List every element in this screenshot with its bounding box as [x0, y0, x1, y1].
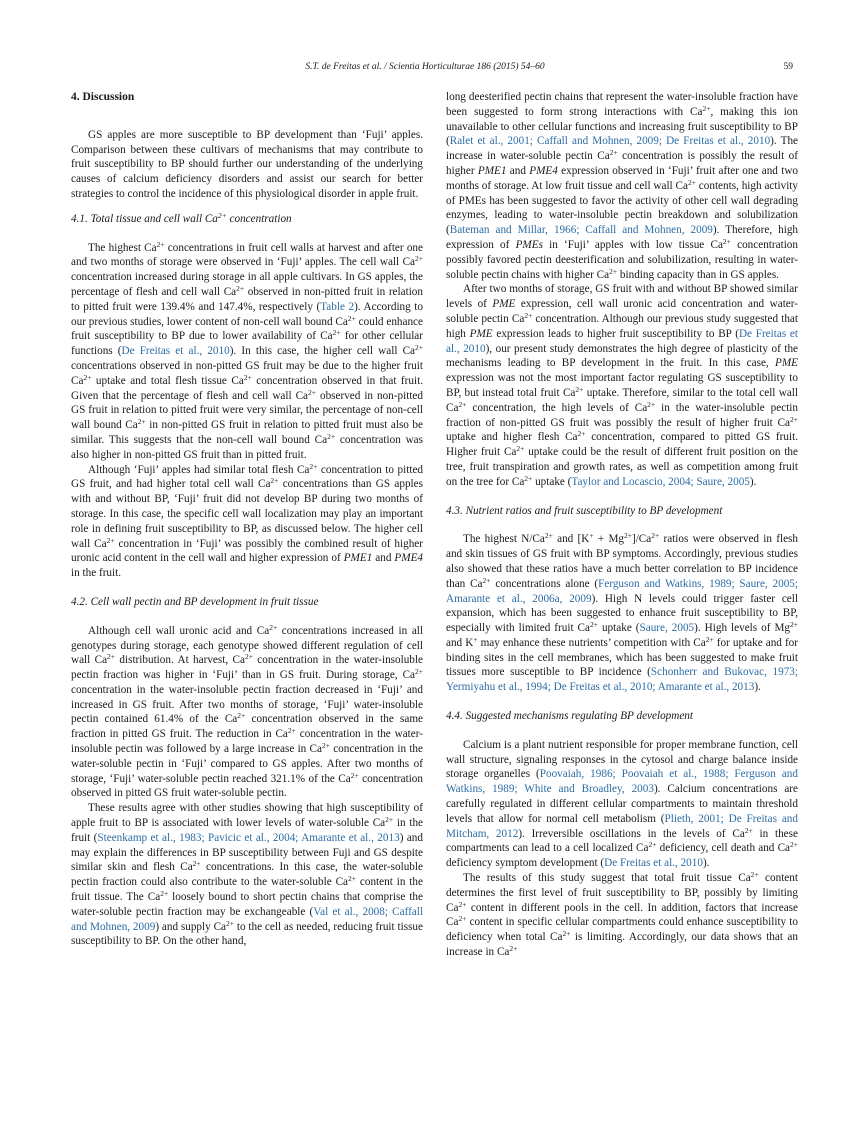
citation-link[interactable]: Plieth, 2001; De Freitas and Mitcham, 2012 — [446, 812, 798, 840]
superscript: 2+ — [243, 372, 252, 382]
superscript: 2+ — [308, 387, 316, 397]
italic-term: PME1 — [477, 164, 507, 177]
running-header — [0, 62, 850, 76]
superscript: + — [473, 634, 478, 644]
superscript: 2+ — [648, 840, 657, 850]
superscript: 2+ — [192, 859, 201, 869]
superscript: 2+ — [544, 531, 553, 541]
superscript: 2+ — [270, 476, 279, 486]
superscript: 2+ — [790, 620, 798, 630]
superscript: 2+ — [482, 575, 491, 585]
superscript: 2+ — [226, 918, 234, 928]
citation-link[interactable]: De Freitas et al., 2010 — [604, 857, 703, 870]
subsection-title-4-1-end: concentration — [226, 212, 292, 225]
citation-link[interactable]: De Freitas et al., 2010 — [446, 327, 798, 355]
right-column — [446, 90, 798, 960]
citation-link[interactable]: Ralet et al., 2001; Caffall and Mohnen, 2009; De Freitas et al., 2010 — [449, 135, 771, 148]
superscript: 2+ — [750, 870, 759, 880]
paragraph-agreement: These results agree with other studies showing that high susceptibility of apple fruit to BP is associated with lower levels of water-soluble $Ca^{2+}$ in the fruit (Steenkamp et al., 1983; Pavicic et al., 2004; Amarante et al., 2013) and may explain the differences in BP susceptibility between Fuji and GS despite similar skin and flesh $Ca^{2+}$ concentrations. In this case, the water-soluble pectin fraction could also contribute to the water-soluble $Ca^{2+}$ content in the fruit tissue. The $Ca^{2+}$ loosely bound to short pectin chains that comprise the water-soluble pectin fraction may be exchangeable (Val et al., 2008; Caffall and Mohnen, 2009) and supply $Ca^{2+}$ to the cell as needed, reducing fruit tissue susceptibility to BP. On the other hand, — [71, 802, 423, 948]
superscript: 2+ — [651, 531, 660, 541]
paragraph-calcium-nutrient: Calcium is a plant nutrient responsible for proper membrane function, cell wall structure, signaling responses in the cytosol and charge balance inside storage organelles (Poovaiah, 1986; Poovaiah et al., 1988; Ferguson and Watkins, 1989; White and Broadley, 2003). Calcium concentrations are carefully regulated in different cellular compartments to maintain threshold levels that allow for normal cell metabolism (Plieth, 2001; De Freitas and Mitcham, 2012). Irreversible oscillations in the levels of $Ca^{2+}$ in these compartments can lead to a cell localized $Ca^{2+}$ deficiency, cell death and $Ca^{2+}$ deficiency symptom development (De Freitas et al., 2010). — [446, 738, 798, 870]
italic-term: PME1 — [343, 552, 373, 565]
superscript: 2+ — [509, 944, 518, 954]
italic-term: PME — [775, 357, 798, 370]
superscript: 2+ — [287, 726, 296, 736]
superscript: 2+ — [156, 239, 165, 249]
left-column — [71, 90, 423, 949]
citation-link[interactable]: Schonherr and Bukovac, 1973; Yermiyahu et al., 1994; De Freitas et al., 2010; Amarante et al., 2013 — [446, 666, 798, 694]
superscript: 2+ — [744, 825, 753, 835]
superscript: 2+ — [106, 535, 115, 545]
citation-link[interactable]: Bateman and Millar, 1966; Caffall and Mohnen, 2009 — [449, 224, 713, 237]
italic-term: PME4 — [394, 552, 424, 565]
superscript: 2+ — [516, 444, 525, 454]
superscript: 2+ — [524, 310, 533, 320]
superscript: 2+ — [458, 399, 467, 409]
superscript: 2+ — [790, 414, 798, 424]
superscript: 2+ — [524, 473, 533, 483]
citation-link[interactable]: Val et al., 2008; Caffall and Mohnen, 2009 — [71, 905, 423, 933]
subsection-title-4-2: 4.2. Cell wall pectin and BP development in fruit tissue — [71, 595, 319, 608]
superscript: 2+ — [244, 652, 253, 662]
superscript: 2+ — [575, 384, 584, 394]
citation-link[interactable]: Saure, 2005 — [639, 622, 695, 635]
subsection-title-4-4: 4.4. Suggested mechanisms regulating BP development — [446, 710, 694, 723]
superscript: 2+ — [577, 429, 586, 439]
citation-link[interactable]: Taylor and Locascio, 2004; Saure, 2005 — [571, 475, 750, 488]
page-number: 59 — [783, 62, 793, 72]
superscript: 2+ — [107, 652, 116, 662]
superscript: 2+ — [321, 741, 330, 751]
superscript: 2+ — [609, 266, 618, 276]
italic-term: PME4 — [529, 164, 558, 177]
citation-link[interactable]: Table 2 — [320, 300, 355, 313]
superscript: 2+ — [722, 236, 731, 246]
paragraph-intro: GS apples are more susceptible to BP development than ‘Fuji’ apples. Comparison between these cultivars of mechanisms that may contribute to fruit susceptibility to BP should further our understanding of the underlying causes of calcium deficiency disorders and assist our search for better strategies to control the incidence of this physiological disorder in apple fruit. — [71, 128, 423, 200]
italic-term: PMEs — [515, 238, 543, 251]
superscript: 2+ — [347, 313, 356, 323]
superscript: 2+ — [415, 343, 423, 353]
paragraph-nutrient-ratios: The highest $N/Ca^{2+}$ and $[K^+ + Mg^{2+}]/Ca^{2+}$ ratios were observed in flesh and skin tissues of GS fruit with BP symptoms. Accordingly, previous studies also showed that these ratios have a much better correlation to BP incidence than $Ca^{2+}$ concentrations alone (Ferguson and Watkins, 1989; Saure, 2005; Amarante et al., 2006a, 2009). High N levels could trigger faster cell expansion, which has been suggested to enhance fruit susceptibility to BP, especially with limited fruit $Ca^{2+}$ uptake (Saure, 2005). High levels of $Mg^{2+}$ and K+ may enhance these nutrients’ competition with $Ca^{2+}$ for uptake and for binding sites in the cell membranes, which has been suggested to make fruit tissues more susceptible to BP incidence (Schonherr and Bukovac, 1973; Yermiyahu et al., 1994; De Freitas et al., 2010; Amarante et al., 2013). — [446, 531, 798, 694]
superscript: 2+ — [385, 815, 394, 825]
subsection-title-4-1-text: 4.1. Total tissue and cell wall Ca — [71, 212, 218, 225]
superscript: 2+ — [160, 889, 169, 899]
superscript: 2+ — [458, 914, 467, 924]
citation-link[interactable]: Poovaiah, 1986; Poovaiah et al., 1988; Ferguson and Watkins, 1989; White and Broadley, 2003 — [446, 768, 798, 796]
citation-link[interactable]: Steenkamp et al., 1983; Pavicic et al., 2004; Amarante et al., 2013 — [97, 831, 400, 844]
superscript: 2+ — [702, 103, 711, 113]
subsection-title-4-3: 4.3. Nutrient ratios and fruit susceptibility to BP development — [446, 504, 723, 517]
superscript: 2+ — [350, 770, 359, 780]
superscript: 2+ — [589, 620, 598, 630]
superscript: 2+ — [705, 634, 714, 644]
superscript: 2+ — [415, 667, 423, 677]
italic-term: PME — [492, 298, 516, 311]
paragraph-pme-expression: After two months of storage, GS fruit with and without BP showed similar levels of PME expression, cell wall uronic acid concentration and water-soluble pectin $Ca^{2+}$ concentration. Although our previous study suggested that high PME expression leads to higher fruit susceptibility to BP (De Freitas et al., 2010), our present study demonstrates the high degree of plasticity of the mechanisms leading to BP development in the fruit. In this case, PME expression was not the most important factor regulating GS susceptibility to BP, but instead total fruit $Ca^{2+}$ uptake. Therefore, similar to the total cell wall $Ca^{2+}$ concentration, the high levels of $Ca^{2+}$ in the water-insoluble pectin fraction of non-pitted GS fruit was possibly the result of higher fruit $Ca^{2+}$ uptake and higher flesh $Ca^{2+}$ concentration, compared to pitted GS fruit. Higher fruit $Ca^{2+}$ uptake could be the result of different fruit position on the tree, fruit transpiration and growth rates, as well as competition among fruit on the tree for $Ca^{2+}$ uptake (Taylor and Locascio, 2004; Saure, 2005). — [446, 283, 799, 488]
superscript: 2+ — [269, 622, 278, 632]
superscript: 2+ — [327, 431, 336, 441]
superscript: 2+ — [623, 531, 632, 541]
superscript: 2+ — [237, 711, 246, 721]
superscript: + — [589, 531, 594, 541]
paragraph-continued: long deesterified pectin chains that represent the water-insoluble fraction have been suggested to form strong interactions with $Ca^{2+}$, making this ion unavailable to other cellular functions and increasing fruit susceptibility to BP (Ralet et al., 2001; Caffall and Mohnen, 2009; De Freitas et al., 2010). The increase in water-soluble pectin $Ca^{2+}$ concentration is possibly the result of higher PME1 and PME4 expression observed in ‘Fuji’ fruit after one and two months of storage. At low fruit tissue and cell wall $Ca^{2+}$ contents, high activity of PMEs has been suggested to favor the activity of other cell wall degrading enzymes, leading to water-insoluble pectin breakdown and solubilization (Bateman and Millar, 1966; Caffall and Mohnen, 2009). Therefore, high expression of PMEs in ‘Fuji’ apples with low tissue $Ca^{2+}$ concentration possibly favored pectin deesterification and solubilization, resulting in water-soluble pectin chains with higher $Ca^{2+}$ binding capacity than in GS apples. — [446, 91, 799, 281]
superscript: 2+ — [137, 417, 146, 427]
paragraph-ca-cell-wall: The highest $Ca^{2+}$ concentrations in fruit cell walls at harvest and after one and two months of storage were observed in ‘Fuji’ apples. The cell wall $Ca^{2+}$ concentration increased during storage in all apple cultivars. In GS apples, the percentage of flesh and cell wall $Ca^{2+}$ observed in non-pitted fruit in relation to pitted fruit were 139.4% and 147.4%, respectively (Table 2). According to our previous studies, lower content of non-cell wall bound $Ca^{2+}$ could enhance fruit susceptibility to BP due to lower availability of $Ca^{2+}$ for other cellular functions (De Freitas et al., 2010). In this case, the higher cell wall $Ca^{2+}$ concentrations observed in non-pitted GS fruit may be due to the higher fruit $Ca^{2+}$ uptake and total flesh tissue $Ca^{2+}$ concentration observed in that fruit. Given that the percentage of flesh and cell wall $Ca^{2+}$ observed in non-pitted GS fruit in relation to pitted fruit were very similar, the percentage of non-cell wall bound $Ca^{2+}$ in non-pitted GS fruit in relation to pitted fruit must also be similar. This suggests that the non-cell wall bound $Ca^{2+}$ concentration was also higher in non-pitted GS fruit than in pitted fruit. — [71, 239, 423, 461]
running-title: S.T. de Freitas et al. / Scientia Horticulturae 186 (2015) 54–60 — [305, 62, 545, 72]
subsection-title-4-1 — [71, 212, 423, 227]
superscript: 2+ — [687, 177, 696, 187]
paragraph-uronic-acid: Although cell wall uronic acid and $Ca^{2+}$ concentrations increased in all genotypes during storage, each genotype showed different regulation of cell wall $Ca^{2+}$ distribution. At harvest, $Ca^{2+}$ concentration in the water-insoluble pectin fraction was higher in ‘Fuji’ than in GS fruit. During storage, $Ca^{2+}$ concentration in the water-insoluble pectin fraction decreased in ‘Fuji’ and increased in GS fruit. After two months of storage, ‘Fuji’ water-insoluble pectin contained 61.4% of the $Ca^{2+}$ concentration observed in the same fraction in pitted GS fruit. The reduction in $Ca^{2+}$ concentration in the water-insoluble pectin was followed by a large increase in $Ca^{2+}$ concentration in the water-soluble pectin in ‘Fuji’ compared to GS apples. After two months of storage, ‘Fuji’ water-soluble pectin reached 321.1% of the $Ca^{2+}$ concentration observed in pitted GS fruit water-soluble pectin. — [71, 622, 424, 800]
superscript: 2+ — [236, 283, 245, 293]
paragraph-results-summary: The results of this study suggest that total fruit tissue $Ca^{2+}$ content determines the first level of fruit susceptibility to BP, possibly by limiting $Ca^{2+}$ content in different pools in the cell. In addition, factors that increase $Ca^{2+}$ content in specific cellular compartments could enhance susceptibility to deficiency when total $Ca^{2+}$ is limiting. Accordingly, our data shows that an increase in $Ca^{2+}$ — [446, 870, 798, 959]
superscript: 2+ — [790, 840, 798, 850]
section-title-discussion: 4. Discussion — [71, 91, 135, 103]
paragraph-fuji-comparison: Although ‘Fuji’ apples had similar total flesh $Ca^{2+}$ concentration to pitted GS fruit, and had higher total cell wall $Ca^{2+}$ concentrations than GS apples with and without BP, ‘Fuji’ fruit did not develop BP during two months of storage. In this case, the specific cell wall localization may play an important role in defining fruit susceptibility to BP, as discussed below. The higher cell wall $Ca^{2+}$ concentration in ‘Fuji’ was possibly the combined result of higher uronic acid content in the cell wall and higher expression of PME1 and PME4 in the fruit. — [71, 461, 424, 580]
superscript: 2+ — [332, 328, 341, 338]
superscript: 2+ — [309, 461, 318, 471]
superscript: 2+ — [609, 148, 618, 158]
subsection-title-4-1-sup: 2+ — [217, 210, 227, 220]
superscript: 2+ — [83, 372, 92, 382]
italic-term: PME — [469, 327, 493, 340]
superscript: 2+ — [348, 874, 356, 884]
superscript: 2+ — [458, 899, 467, 909]
superscript: 2+ — [415, 254, 423, 264]
citation-link[interactable]: De Freitas et al., 2010 — [121, 345, 230, 358]
superscript: 2+ — [647, 399, 656, 409]
superscript: 2+ — [562, 929, 571, 939]
citation-link[interactable]: Ferguson and Watkins, 1989; Saure, 2005; Amarante et al., 2006a, 2009 — [446, 577, 798, 605]
